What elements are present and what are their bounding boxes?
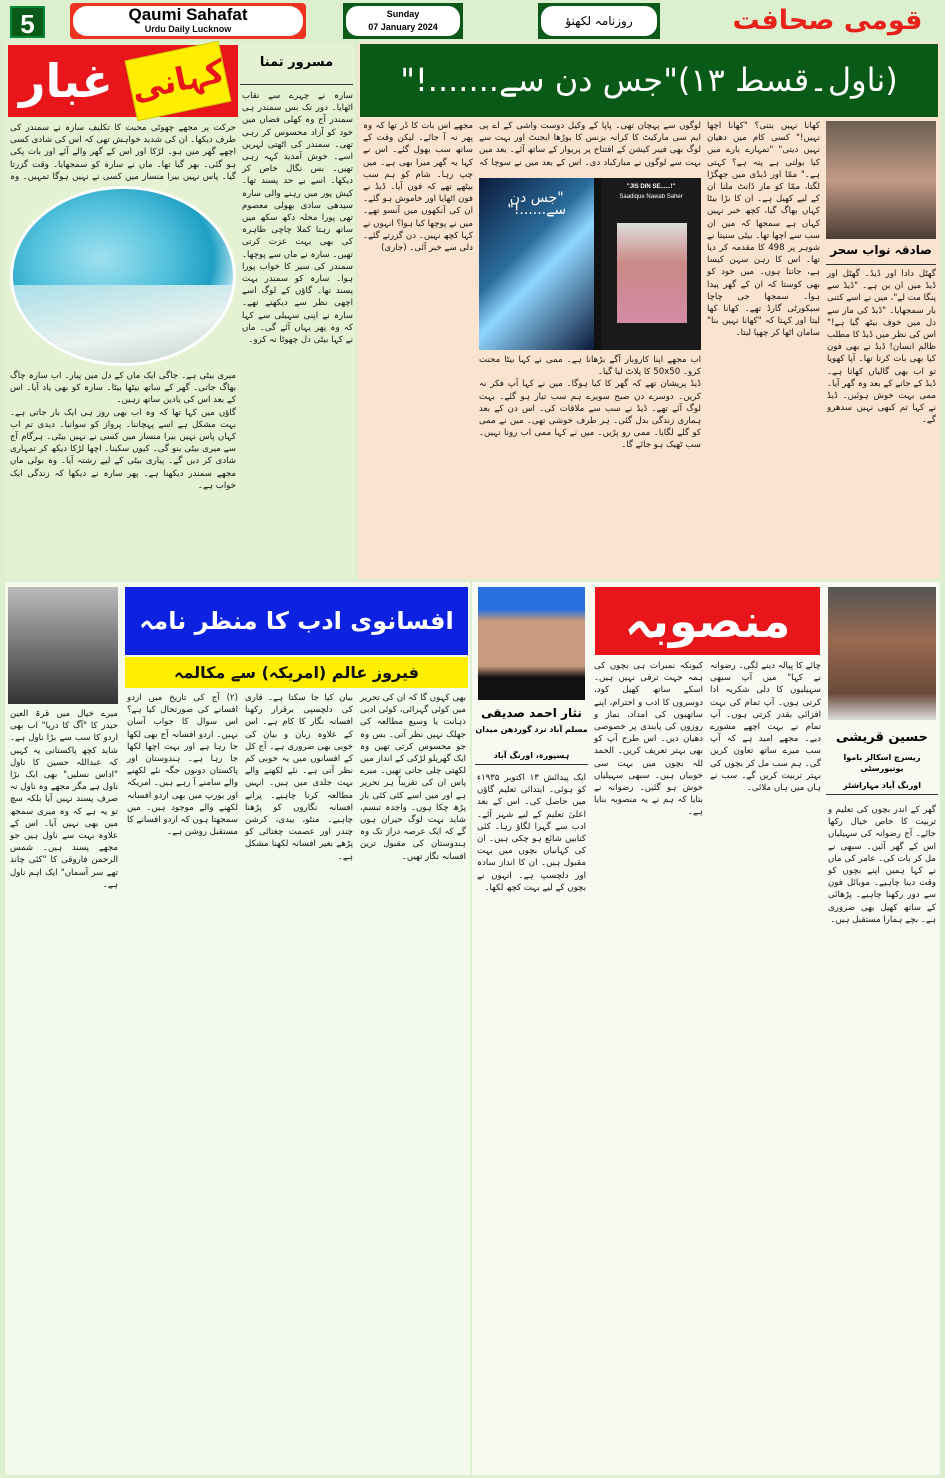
roznama-box [538, 3, 660, 39]
book-cover-image [479, 178, 701, 350]
hussain-photo [828, 587, 936, 720]
author-portrait [617, 223, 687, 323]
brand-logo [70, 3, 306, 39]
date: 07 January 2024 [368, 22, 438, 32]
mansooba-column: چائے کا پیالہ دینے لگی۔ رضوانہ نے کہا" میں آپ سبھی سہیلیوں کا دلی شکریہ ادا کرتی ہوں۔ آپ تمام کی بہت افزائی بقدر کرتی ہوں۔ آپ تمام نے بہت اچھے مشورے دیے۔ مجھے امید ہے کہ آپ سب میرے ساتھ تعاون کریں گی۔ ہم سب مل کر بچوں کی بہتر تربیت کریں گے۔ سب نے ہاں میں ہاں ملائی۔ [710, 661, 821, 794]
mansooba-headline: منصوبہ [595, 587, 820, 655]
author-photo [826, 121, 936, 239]
novel-column: کھانا نہیں بنتی؟ "کھانا اچھا نہیں!" کسی کام میں دھیان نہیں دیتی" "تمہارے بارے میں کیا بولتی ہے پتہ ہے؟ کہتی ہے۔" ممّا اور ڈیڈی میں جھگڑا لگتا، ممّا کو مار ڈانٹ ملنا ان کے لیے کھیل ہے۔ ان کا بڑا بیٹا کہاں بھاگ گیا، کچھ خبر نہیں کہاں ہے سمجھا کہ میں ان سب سے اچھا تھا۔ بیٹی سنیتا نے شوہر پر 498 کا مقدمہ کر دیا تھا۔ اس کا رہن سہن کیسا ہے، جانتا ہوں۔ میں خود کو بھی کوستا کہ ان کے گھر پیدا ہوا۔ سمجھا جی چاچا سیکورٹی گارڈ تھے۔ کھانا کھا لیتا اور کہتا کہ "کھانا نہیں بنا" سامان اٹھا کر چھپا لیتا۔ [707, 121, 820, 339]
author2-title: ریسرچ اسکالر باموا یونیورسٹی [843, 753, 921, 773]
roznama-label: روزنامہ لکھنؤ [541, 6, 657, 36]
story-author: مسرور تمنا [240, 55, 353, 85]
nisar-photo [478, 587, 585, 700]
mansooba-column: گھر کے اندر بچوں کی تعلیم و تربیت کا خاص خیال رکھا جائے۔ آج رضوانہ کی سہیلیاں اس کے گھر آئیں۔ سبھی نے مل کر بات کی۔ عامر کی ماں نے کہا ہمیں اپنے بچوں کو وقت دینا چاہیے۔ موبائل فون سے دور رکھنا چاہیے۔ پڑھائی کے ساتھ کھیل بھی ضروری ہے۔ بچے ہمارا مستقبل ہیں۔ [828, 805, 936, 925]
novel-headline: (ناول۔قسط ۱۳)"جس دن سے.......!" [360, 44, 938, 117]
interview-column: (۲) آج کی تاریخ میں اردو افسانے کی صورتحال کیا ہے؟ اس سوال کا جواب آسان نہیں۔ اردو افسانہ آج بھی لکھا جا رہا ہے اور بہت اچھا لکھا جا رہا ہے۔ ہندوستان اور پاکستان دونوں جگہ نئے لکھنے والے سامنے آ رہے ہیں۔ امریکہ اور یورپ میں بھی اردو افسانہ لکھنے والے موجود ہیں۔ میں سمجھتا ہوں کہ اردو افسانے کا مستقبل روشن ہے۔ [127, 693, 238, 838]
story-column: گاؤں میں کہا تھا کہ وہ اب بھی روز ہی ایک بار جاتی ہے۔ بہت مشکل ہے اسے پہچاننا۔ پرواز کو سوانیا۔ دیدی تم اب کہاں پاس نہیں بیرا منسار میں کسی نے نہیں بیٹی۔ ہرگام آج سے میری بیٹی بنو گی۔ کیوں سکینا۔ اچھا لڑکا دیکھ کر تمہاری شادی کر دیں گے۔ پیاری بیٹی کے لیے رشتہ آیا۔ وہ بولی ماں مجھے سمندر دیکھنا ہے۔ پھر سارہ نے دیکھا کہ زندگی ایک خواب ہے۔ [10, 407, 236, 491]
mansooba-column: ایک پیدائش ۱۳ اکتوبر ۱۹۳۵ء کو ہوئی۔ ابتدائی تعلیم گاؤں میں حاصل کی۔ اس کے بعد اعلیٰ تعلیم کے لیے شہر آئے۔ ادب سے گہرا لگاؤ رہا۔ کئی کتابیں شائع ہو چکی ہیں۔ ان کی کہانیاں بچوں میں بہت مقبول ہیں۔ ان کا انداز سادہ اور دلچسپ ہے۔ انہوں نے بچوں کے لیے بہت کچھ لکھا۔ [477, 773, 586, 893]
interview-column: بھی کہوں گا کہ ان کی تحریر میں کوئی گہرائی، کوئی ادبی ذہانت یا وسیع مطالعہ کی جھلک نہیں نظر آتی۔ بس وہ جو محسوس کرتی تھیں وہ ایک گھریلو لڑکی کے انداز میں لکھتی چلی جاتی تھیں۔ میرے پاس ان کی تقریباً ہر تحریر ہے اور میں اسے کئی کئی بار پڑھ چکا ہوں۔ واجدہ تبسم، شاید بہت لوگ حیران ہوں گے کہ ایک عرصہ دراز تک وہ ہندوستان کی مقبول ترین افسانہ نگار تھیں۔ [360, 693, 466, 862]
book-cover-en: "JIS DIN SE......!" [626, 184, 676, 190]
novel-column: مجھے اس بات کا ڈر تھا کہ وہ پھر نہ آ جائے۔ لیکن وقت کے ساتھ سب بھول گئے۔ اس نے کہا یہ گھر میرا بھی ہے۔ میں چپ رہا۔ شام کو ہم سب بیٹھے تھے کہ فون آیا۔ ڈیڈ نے فون اٹھایا اور خاموش ہو گئے۔ ان کی آنکھوں میں آنسو تھے۔ میں نے پوچھا کیا ہوا؟ انہوں نے کہا کچھ نہیں۔ دن گزرتے گئے۔ دلی سے خبر آئی۔ (جاری) [363, 121, 473, 254]
brand-subtitle: Urdu Daily Lucknow [144, 24, 232, 34]
sea-image [10, 186, 236, 366]
novel-column: گھٹل دادا اور ڈیڈ۔ گھٹل اور ڈیڈ میں ان بن ہے۔ "ڈیڈ سے پنگا مت لے"، میں نے اسے کتنی بار سمجھایا۔ "ڈیڈ کی مار سے دل میں خوف بیٹھ گیا ہے!" اس کی نظر میں ڈیڈ کا مطلب ظالم انسان! ڈیڈ نے بھی فون کیا بھی بات کرتا تھا۔ آپا کھویا تو اب بھی گالیاں کھاتا ہے۔ ڈیڈ کے جانے کے بعد وہ گھر آیا۔ ممی بہت خوش ہوئیں۔ ڈیڈ نے کہا تم کبھی نہیں سدھرو گے۔ [827, 269, 936, 426]
novel-column: ڈیڈ پریشان تھے کہ گھر کا کیا ہوگا۔ میں نے کہا آپ فکر نہ کریں۔ دوسرے دن صبح سویرے ہم سب تیار ہو گئے۔ بہت لوگ آئے تھے۔ ڈیڈ نے سب سے ملاقات کی۔ اس دن کے بعد ہماری زندگی بدل گئی۔ ہر طرف خوشی تھی۔ میں نے ممی کو گلے لگایا۔ ممی رو پڑیں۔ میں نے کہا ممی اب رونا نہیں۔ سب ٹھیک ہو جائے گا۔ [479, 379, 701, 451]
novel-author: صادقہ نواب سحر [826, 243, 936, 265]
author2-name: حسین قریشی [836, 730, 928, 745]
author1-address: مسلم آباد نزد گوردھن میدان [475, 725, 588, 734]
novel-columns-wrap [477, 120, 703, 576]
story-column: سارہ نے چہرے سے نقاب اٹھایا۔ دور تک بس سمندر ہی سمندر آج وہ کھلی فضاں میں خود کو آزاد محسوس کر رہی تھی۔ سمندر کی اٹھتی لہریں اسے۔ خوش آمدید کہہ رہی تھیں۔ بس نگال خاص کر دیکھا۔ اسے بے حد پسند تھا۔ کیش پور میں رہنے والی سارہ سیدھی سادی بھولی معصوم تھی پورا محلہ دکھ سکھ میں ساتھ رہتا کملا چاچی طاہرہ کی بھی بہت عزت کرتی تھیں۔ سارہ نے ماں سے پوچھا۔ سمندر کی سیر کا خواب پورا ہوا۔ سارہ کو سمندر بہت پسند تھا۔ گاؤں کے لوگ اسے اچھی نظر سے دیکھتے تھے۔ سارہ نے اپنی سہیلی سے کہا کہ وہ پھر یہاں آئے گی۔ ماں نے کہا بیٹی دل چھوٹا نہ کرو۔ [242, 91, 353, 346]
novel-column: لوگوں سے پہچان تھی۔ پاپا کے وکیل دوست واشی کے اے پی ایم سی مارکیٹ کا کرانہ بزنس کا بوڑھا ایجنٹ اور بہت سے لوگ بھی فیبر کیشن کے افتتاح پر پریوار کے ساتھ آئے۔ بعد میں بہت سے لوگوں نے مبارکباد دی۔ اس کے بعد میں نے سوچا کہ اب مجھے اپنا کاروبار آگے بڑھانا ہے۔ ممی نے کہا بیٹا محنت کرو۔ 50x50 کا پلاٹ لیا گیا۔ [479, 121, 701, 378]
date-box [343, 3, 463, 39]
author1-name: نثار احمد صدیقی [481, 706, 582, 720]
book-cover-by: Saadique Nawab Saher [619, 194, 683, 200]
story-title: غبار [19, 54, 113, 108]
interview-column: بیان کیا جا سکتا ہے۔ قاری کی دلچسپی برقرار رکھنا افسانہ نگار کا کام ہے۔ اس کے علاوہ زبان و بیان کی خوبی بھی ضروری ہے۔ آج کل کے افسانوں میں یہ خوبی کم نظر آتی ہے۔ نئے لکھنے والے بہت جلدی میں ہیں۔ انہیں مطالعہ کرنا چاہیے۔ پرانے افسانہ نگاروں کو پڑھنا چاہیے۔ منٹو، بیدی، کرشن چندر اور عصمت چغتائی کو پڑھے بغیر افسانہ لکھنا مشکل ہے۔ [245, 693, 353, 862]
book-cover-title: "جس دن سے......!" [507, 190, 567, 219]
story-column: حرکت پر مجھے چھوٹی محبت کا تکلیف سارہ نے سمندر کی طرف دیکھا۔ ان کی شدید خواہش تھی کہ اس کی شادی کسی اچھے گھر میں ہو۔ لڑکا اور اس کے گھر والے آئے اور بات پکی ہو گئی۔ بھر گیا تھا۔ ماں نے سارہ کو سمجھایا۔ وقت گزرتا گیا۔ پاس نہیں بیرا منسار میں کسی نے نہیں ہوگا تمہیں۔ وہ میری بیٹی ہے۔ جاگی ایک ماں کے دل میں پیار۔ اب سارہ چاگ بھاگ جاتی۔ گھر کے ساتھ بیٹھا بیٹا۔ سارہ کو بھی یاد آیا۔ اس کے بعد اس کی یادیں ساتھ رہیں۔ [10, 123, 236, 406]
author2-location: اورنگ آباد مہاراشٹر [826, 780, 938, 795]
interview-column: میرے خیال میں قرۃ العین حیدر کا "آگ کا دریا" اب بھی اردو کا سب سے بڑا ناول ہے۔ شاید کچھ پاکستانی یہ کہیں کہ عبداللہ حسین کا ناول "اداس نسلیں" بھی ایک بڑا ناول ہے مگر مجھے وہ ناول نہ صرف پسند نہیں آیا بلکہ سچ تو یہ ہے کہ وہ میری سمجھ میں بھی نہیں آیا۔ اس کے علاوہ بہت سے ناول ہیں جو مجھے پسند ہیں۔ شمس الرحمن فاروقی کا "کئی چاند تھے سر آسماں" ایک اہم ناول ہے۔ [10, 709, 118, 890]
mansooba-column: کیونکہ نمبرات ہی بچوں کی ہمہ جہت ترقی نہیں ہیں۔ اسکے ساتھ کھیل کود، دوسروں کا ادب و احترام، اپنے ساتھیوں کی امداد، نماز و روزوں کی پابندی پر خصوصی دھیان دیں۔ اس طرح آپ کو بھی بہتر تعریف کریں۔ الحمد للہ بچوں میں بہت سی خوبیاں ہیں۔ سبھی سہیلیاں خوش ہو گئیں۔ رضوانہ نے بتایا کہ ہم نے یہ منصوبہ بنایا ہے۔ [594, 661, 703, 818]
interview-subheadline: فیروز عالم (امریکہ) سے مکالمہ [125, 657, 468, 688]
author1-city: ہسپورہ، اورنگ آباد [475, 750, 588, 765]
story-columns-wrap [8, 122, 238, 576]
page-number: 5 [10, 6, 45, 38]
story-label: کہانی [125, 41, 232, 122]
interview-headline: افسانوی ادب کا منظر نامہ [125, 587, 468, 655]
firoz-alam-photo [8, 587, 118, 704]
day: Sunday [386, 9, 420, 19]
brand-title: Qaumi Sahafat [128, 5, 248, 24]
masthead-urdu: قومی صحافت [732, 5, 923, 36]
